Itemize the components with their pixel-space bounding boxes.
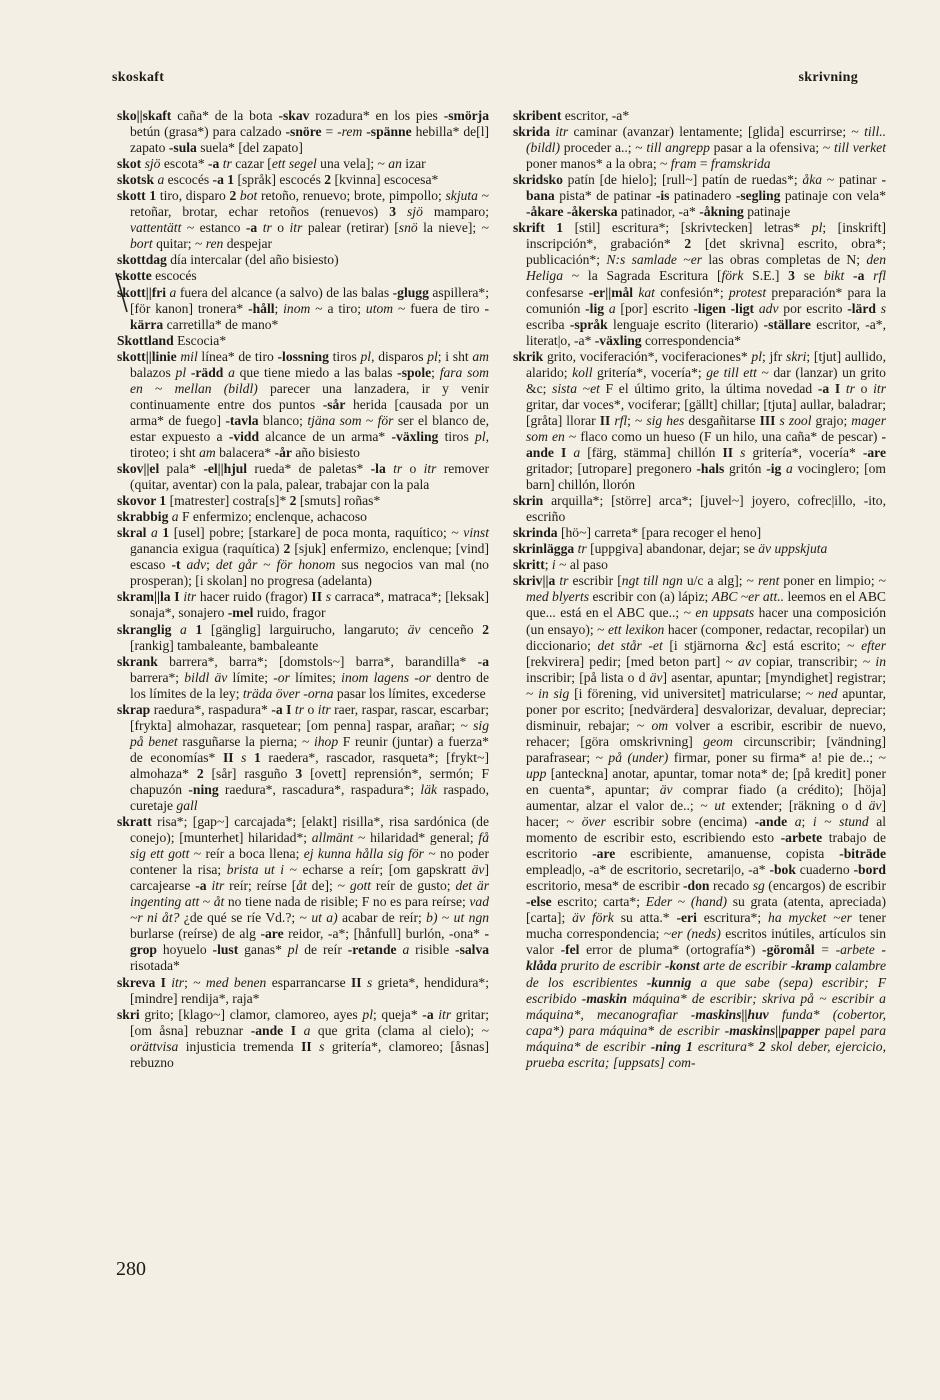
dictionary-entry: skott 1 tiro, disparo 2 bot retoño, renuevo; brote, pimpollo; skjuta ~ retoñar, brotar, echar retoños (renuevos) 3 sjö mamparo; vattentätt ~ estanco -a tr o itr palear (retirar) [snö la nieve]; ~ bort quitar; ~ ren despejar [117, 188, 490, 252]
dictionary-entry: skrinlägga tr [uppgiva] abandonar, dejar; se äv uppskjuta [513, 541, 828, 557]
dictionary-entry: skotte escocés [117, 268, 197, 284]
dictionary-entry: Skottland Escocia* [117, 332, 227, 348]
dictionary-entry: skov||el pala* -el||hjul rueda* de paletas* -la tr o itr remover (quitar, aventar) con la pala, palear, trabajar con la pala [117, 461, 490, 493]
left-column [117, 108, 489, 1071]
dictionary-entry: skottdag día intercalar (del año bisiesto) [117, 252, 339, 268]
dictionary-entry: skridsko patín [de hielo]; [rull~] patín de ruedas*; åka ~ patinar -bana pista* de patinar -is patinadero -segling patinaje con vela* -åkare -åkerska patinador, -a* -åkning patinaje [513, 172, 887, 220]
dictionary-entry: skott||fri a fuera del alcance (a salvo) de las balas -glugg aspillera*; [för kanon] tronera* -håll; inom ~ a tiro; utom ~ fuera de tiro -kärra carretilla* de mano* [117, 284, 489, 332]
dictionary-entry: skrinda [hö~] carreta* [para recoger el heno] [513, 525, 762, 541]
dictionary-entry: skri grito; [klago~] clamor, clamoreo, ayes pl; queja* -a itr gritar; [om åsna] rebuznar -ande I a que grita (clama al cielo); ~ orättvisa injusticia tremenda II s gritería*, clamoreo; [åsnas] rebuzno [117, 1006, 490, 1070]
dictionary-entry: skrank barrera*, barra*; [domstols~] barra*, barandilla* -a barrera*; bildl äv límite; -or límites; inom lagens -or dentro de los límites de la ley; träda över -orna pasar los límites, excederse [117, 653, 489, 701]
dictionary-entry: skranglig a 1 [gänglig] larguirucho, langaruto; äv cenceño 2 [rankig] tambaleante, bambaleante [117, 621, 489, 653]
dictionary-entry: skot sjö escota* -a tr cazar [ett segel una vela]; ~ an izar [117, 156, 426, 172]
dictionary-entry: skram||la I itr hacer ruido (fragor) II s carraca*, matraca*; [leksak] sonaja*, sonajero -mel ruido, fragor [117, 589, 489, 621]
dictionary-entry: skritt; i ~ al paso [513, 557, 608, 573]
right-column [513, 108, 886, 1071]
right-guide-word: skrivning [798, 70, 858, 85]
dictionary-entry: skrida itr caminar (avanzar) lentamente; [glida] escurrirse; ~ till.. (bildl) proceder a..; ~ till angrepp pasar a la ofensiva; ~ till verket poner manos* a la obra; ~ fram = framskrida [513, 124, 887, 172]
dictionary-entry: skovor 1 [matrester] costra[s]* 2 [smuts] roñas* [117, 493, 381, 509]
dictionary-entry: skrift 1 [stil] escritura*; [skrivtecken] letras* pl; [inskrift] inscripción*, grabación* 2 [det skrivna] escrito, obra*; publicación*; N:s samlade ~er las obras completas de N; den Heliga ~ la Sagrada Escritura [förk S.E.] 3 se bikt -a rfl confesarse -er||mål kat confesión*; protest preparación* para la comunión -lig a [por] escrito -ligen -ligt adv por escrito -lärd s escriba -språk lenguaje escrito (literario) -ställare escritor, -a*, literat|o, -a* -växling correspondencia* [513, 220, 887, 348]
dictionary-entry: skribent escritor, -a* [513, 108, 630, 123]
dictionary-entry: skral a 1 [usel] pobre; [starkare] de poca monta, raquítico; ~ vinst ganancia exigua (raquítica) 2 [sjuk] enfermizo, enclenque; [vind] escaso -t adv; det går ~ för honom sus negocios van mal (no prosperan); [i skolan] no progresa (adelanta) [117, 525, 489, 589]
dictionary-entry: sko||skaft caña* de la bota -skav rozadura* en los pies -smörja betún (grasa*) para calzado -snöre = -rem -spänne hebilla* de[l] zapato -sula suela* [del zapato] [117, 108, 489, 156]
page-number: 280 [116, 1258, 146, 1280]
left-guide-word: skoskaft [112, 70, 165, 85]
dictionary-entry: skrin arquilla*; [större] arca*; [juvel~] joyero, cofrec|illo, -ito, escriño [513, 493, 886, 525]
dictionary-entry: skreva I itr; ~ med benen esparrancarse II s grieta*, hendidura*; [mindre] rendija*, raja* [117, 974, 489, 1006]
dictionary-entry: skott||linie mil línea* de tiro -lossning tiros pl, disparos pl; i sht am balazos pl -rädd a que tiene miedo a las balas -spole; fara som en ~ mellan (bildl) parecer una lanzadera, ir y venir continuamente entre dos puntos -sår herida [causada por un arma* de fuego] -tavla blanco; tjäna som ~ för ser el blanco de, estar expuesto a -vidd alcance de un arma* -växling tiros pl, tiroteo; i sht am balacera* -år año bisiesto [117, 348, 490, 460]
dictionary-entry: skriv||a tr escribir [ngt till ngn u/c a alg]; ~ rent poner en limpio; ~ med blyerts escribir con (a) lápiz; ABC ~er att.. leemos en el ABC que... está en el ABC que..; ~ en uppsats hacer una composición (un ensayo); ~ ett lexikon hacer (componer, redactar, recopilar) un diccionario; det står -et [i stjärnorna &c] está escrito; ~ efter [rekvirera] pedir; [med beton part] ~ av copiar, transcribir; ~ in inscribir; [på lista o d äv] asentar, apuntar; [myndighet] registrar; ~ in sig [i förening, vid universitet] matricularse; ~ ned apuntar, poner por escrito; [nedvärdera] desvalorizar, devaluar, depreciar; disminuir, rebajar; ~ om volver a escribir, escribir de nuevo, rehacer; [göra omskrivning] geom circunscribir; [vändning] parafrasear; ~ på (under) firmar, poner su firma* a! pie de..; ~ upp [anteckna] anotar, apuntar, tomar nota* de; [på kredit] poner en cuenta*, apuntar; äv comprar fiado (a crédito); [höja] aumentar, alzar el valor de..; ~ ut extender; [räkning o d äv] hacer; ~ över escribir sobre (encima) -ande a; i ~ stund al momento de escribir esto, escribiendo esto -arbete trabajo de escritorio -are escribiente, amanuense, copista -biträde emplead|o, -a* de escritorio, secretari|o, -a* -bok cuaderno -bord escritorio, mesa* de escribir -don recado sg (encargos) de escribir -else escrito; carta*; Eder ~ (hand) su grata (atenta, apreciada) [carta]; äv förk su atta.* -eri escritura*; ha mycket ~er tener mucha correspondencia; ~er (neds) escritos inútiles, artículos sin valor -fel error de pluma* (ortografía*) -göromål = -arbete -klåda prurito de escribir -konst arte de escribir -kramp calambre de los escribientes -kunnig a que sabe (sepa) escribir; F escribido -maskin máquina* de escribir; skriva på ~ escribir a máquina*, mecanografiar -maskins||huv funda* (cobertor, capa*) para máquina* de escribir -maskins||papper papel para máquina* de escribir -ning 1 escritura* 2 skol deber, ejercicio, prueba escrita; [uppsats] com- [513, 573, 887, 1070]
dictionary-entry: skratt risa*; [gap~] carcajada*; [elakt] risilla*, risa sardónica (de conejo); [munterhet] hilaridad*; allmänt ~ hilaridad* general; få sig ett gott ~ reír a boca llena; ej kunna hålla sig för ~ no poder contener la risa; brista ut i ~ echarse a reír; [om gapskratt äv] carcajearse -a itr reír; reírse [åt de]; ~ gott reír de gusto; det är ingenting att ~ åt no tiene nada de risible; F no es para reírse; vad ~r ni åt? ¿de qué se ríe Vd.?; ~ ut a) acabar de reír; b) ~ ut ngn burlarse (reírse) de alg -are reidor, -a*; [hånfull] burlón, -ona* -grop hoyuelo -lust ganas* pl de reír -retande a risible -salva risotada* [117, 814, 490, 974]
dictionary-entry: skotsk a escocés -a 1 [språk] escocés 2 [kvinna] escocesa* [117, 172, 439, 188]
dictionary-entry: skrap raedura*, raspadura* -a I tr o itr raer, raspar, rascar, escarbar; [frykta] almohazar, rasquetear; [om penna] raspar, arañar; ~ sig på benet rasguñarse la pierna; ~ ihop F reunir (juntar) a fuerza* de economías* II s 1 raedera*, rascador, rasqueta*; [frykt~] almohaza* 2 [sår] rasguño 3 [ovett] reprensión*, sermón; F chapuzón -ning raedura*, rascadura*, raspadura*; läk raspado, curetaje gall [117, 701, 490, 814]
dictionary-entry: skrik grito, vociferación*, vociferaciones* pl; jfr skri; [tjut] aullido, alarido; koll gritería*, vocería*; ge till ett ~ dar (lanzar) un grito &c; sista ~et F el último grito, la última novedad -a I tr o itr gritar, dar voces*, vociferar; [gällt] chillar; [tjuta] aullar, baladrar; [gråta] llorar II rfl; ~ sig hes desgañitarse III s zool grajo; mager som en ~ flaco como un hueso (F un hilo, una caña* de pescar) -ande I a [färg, stämma] chillón II s gritería*, vocería* -are gritador; [utropare] pregonero -hals gritón -ig a vocinglero; [om barn] chillón, llorón [513, 348, 887, 493]
dictionary-entry: skrabbig a F enfermizo; enclenque, achacoso [117, 509, 367, 525]
